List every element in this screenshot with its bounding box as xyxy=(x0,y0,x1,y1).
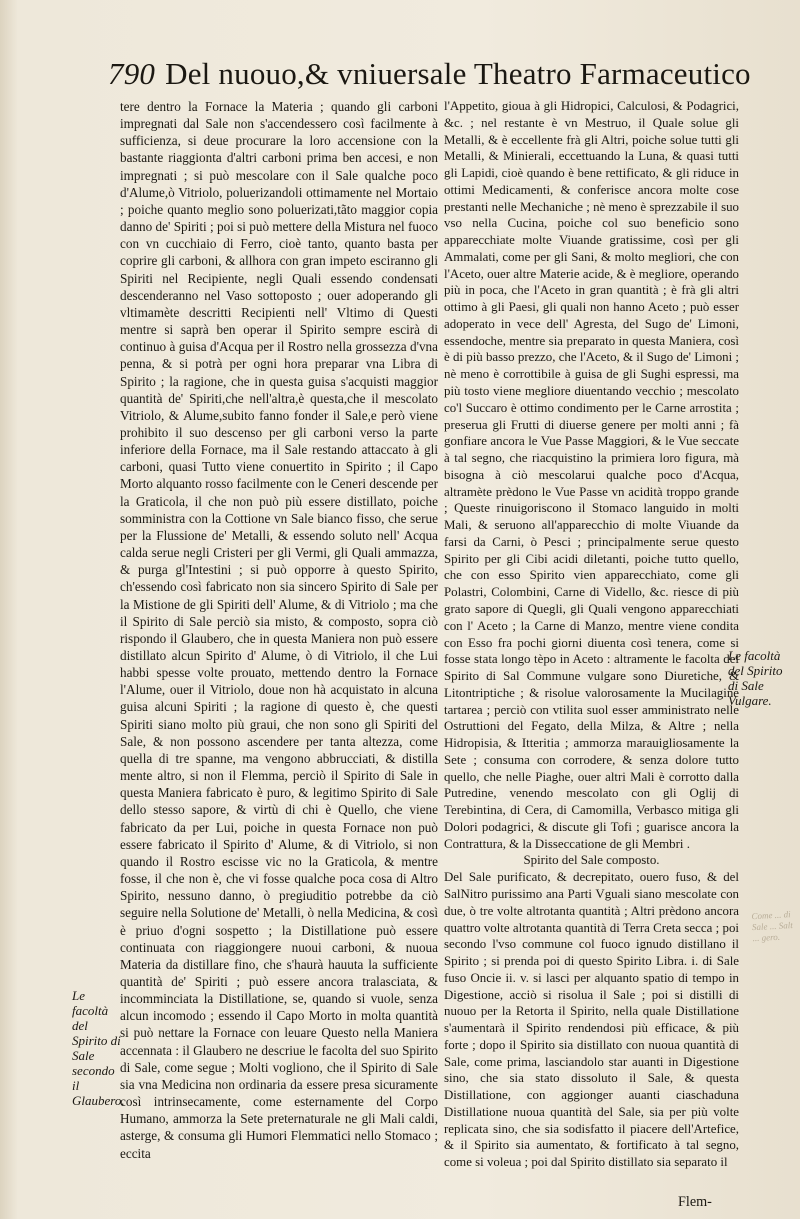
section-subheading: Spirito del Sale composto. xyxy=(523,853,660,868)
left-column xyxy=(120,98,438,1162)
right-column xyxy=(444,98,739,1171)
left-margin-note: Le facoltà del Spirito di Sale secondo il Glaubero. xyxy=(72,988,125,1108)
left-column-text: tere dentro la Fornace la Materia ; quando gli carboni impregnati dal Sale non s'accendessero così facilmente à sufficienza, si deue procurare la loro accensione con la bastante riaggionta d'altri carboni prima ben accesi, e non impregnati ; si può mescolare con il Sale qualche poco d'Alume,ò Vitriolo, poluerizandoli ottimamente nel Mortaio ; poiche quanto meglio sono poluerizati,tãto maggior copia danno de' Spiriti ; poi si può mettere della Mistura nel fuoco con vn cucchiaio di Ferro, cioè tanto, quanto basta per coprire gli carboni, & allhora con gran impeto esciranno gli Spiriti nel Recipiente, negli Quali essendo condensati descenderanno nel Vaso sottoposto ; ouer adoperando gli vltimamète descritti Recipienti nell' Vltimo di Questi mentre si saprà ben operar il Spirito sempre escirà di continuo à guisa d'Acqua per il Rostro nella grossezza d'vna penna, & si potrà per ogni hora preparar vna Libra di Spirito ; la ragione, che in questa guisa s'acquisti maggior quantità de' Spiriti,che nell'altra,è questa,che il mescolato Vitriolo, & Alume,subito fanno fonder il Sale,e però viene prohibito il suo descenso per gli carboni verso la parte inferiore della Fornace, ma il Sale restando attaccato à gli carboni, quasi Tutto viene conuertito in Spirito ; il Capo Morto alquanto rosso facilmente con le Ceneri descende per la Graticola, il che non può più essere distillato, poiche somministra con la Cottione vn Sale bianco fisso, che serue per la Flussione de' Metalli, & essendo soluto nell' Acqua calda serue negli Cristeri per gli Vermi, gli Quali ammazza, & purga gl'Intestini ; si può opporre à questo Spirito, ch'essendo così fabricato non sia sincero Spirito di Sale per la Mistione de gli Spiriti dell' Alume, & di Vitriolo ; ma che il Spirito di Sale perciò sia misto, & composto, sopra ciò rispondo il Glaubero, che in questa Maniera non può essere distillato alcun Spirito d' Alume, ò di Vitriolo, il che Lui habbi spesse volte prouato, mettendo dentro la Fornace l'Alume, ouer il Vitriolo, doue non hà acquistato in alcuna guisa alcuni Spiriti ; la ragione di questo è, che questi Spiriti siano molto più graui, che non sono gli Spiriti del Sale, & non possono ascendere per tanta altezza, come quella di tre spanne, ma vengono abbrucciati, & distilla mente altro, si non il Flemma, perciò il Spirito di Sale in questa Maniera fabricato è puro, & legitimo Spirito di Sale dello stesso sapore, & virtù di chi è Quello, che viene fabricato da per Lui, poiche in questa Fornace non può essere fabricato il Spirito d' Alume, & di Vitriolo, si non quando il Rostro escisse vic no la Graticola, & mentre fosse, il che non è, che vi fosse qualche poca cosa di Altro Spirito, nessuno danno, ò pregiuditio potrebbe da ciò seguire nella Solutione de' Metalli, ò nella Medicina, & così è priuo d'ogni sospetto ; la Distillatione può essere continuata con riaggiongere nuoui carboni, & nuoua Materia da distillare fino, che s'haurà hauuta la sufficiente quantità de' Spiriti ; può essere ancora tralasciata, & incomminciata la Distillatione, se, quando si vuole, senza alcun incomodo ; essendo il Capo Morto in molta quantità si può nettare la Fornace con leuare Questo nella Maniera accennata : il Glaubero ne descriue le facolta del suo Spirito di Sale, come segue ; Molti vogliono, che il Spirito di Sale sia vna Medicina non ordinaria da essere presa sicuramente così intrinsecamente, come esternamente del Corpo Humano, ammorza la Sete preternaturale ne gli Mali caldi, asterge, & consuma gli Humori Flemmatici nello Stomaco ; eccita xyxy=(120,99,438,1161)
right-column-paragraph-1: l'Appetito, gioua à gli Hidropici, Calculosi, & Podagrici, &c. ; nel restante è vn Mestruo, il Quale solue gli Metalli, & è eccellente frà gli Altri, poiche solue tutti gli Metalli, & Minierali, eccettuando la Luna, & quasi tutti gli Lapidi, cioè quando è bene rettificato, & gli riduce in ottimi Medicamenti, & conferisce ancora molte cose prestanti nelle Mechaniche ; nè meno è sprezzabile il suo vso nella Cucina, poiche col suo beneficio sono apparecchiate molte Viuande gratissime, così per gli Ammalati, come per gli Sani, & molto megliori, che con l'Aceto, ouer altre Materie acide, & è megliore, operando più in poca, che l'Aceto in gran quantità ; è frà gli altri ottimo à gli Paesi, gli quali non hanno Aceto ; può esser adoperato in vece dell' Agresta, del Sugo de' Limoni, essendoche, mentre sia preparato in questa Maniera, così è di più basso prezzo, che l'Aceto, & il Sugo de' Limoni ; nè meno è corrottibile à guisa de gli Sughi espressi, ma più tosto viene megliore diuentando vecchio ; mescolato co'l Succaro è ottimo condimento per le Carne arrostita ; preserua gli Frutti di diuerse genere per molti anni ; fà gonfiare ancora le Vue Passe Maggiori, & le Vue seccate à tal segno, che riacquistino la primiera loro figura, mà bisogna à ciò mescolarui qualche poco d'Acqua, altramète prèdono le Vue Passe vn acidità troppo grande ; Queste rinuigoriscono il Stomaco languido in molti Mali, & seruono all'apparecchio di molte Viuande da farsi da Carni, ò Pesci ; principalmente serue questo Spirito per gli Cibi acidi diletanti, poiche tutto quello, che con esso Spirito vien apparecchiato, come gli Polastri, Colombini, Carne di Vidello, &c. riesce di più grato sapore di Quegli, gli Quali vengono apparecchiati con l' Aceto ; la Carne di Manzo, mentre viene condita con Esso fra pochi giorni diuenta così tenera, come si fosse stata longo tèpo in Aceto : altramente le facolta del Spirito di Sal Commune vulgare sono Diuretiche, & Litontriptiche ; & risolue valorosamente la Mucilagine tartarea ; perciò con vtilita suol esser amministrato nelle Ostruttioni del Fegato, della Milza, & Altre ; nella Hidropisia, & Itteritia ; ammorza marauigliosamente la Sete ; consuma con corrodere, & senza dolore tutto quello, che nelle Piaghe, ouer altri Mali è corrotto dalla Putredine, venendo mescolato con gli Oglij di Terebintina, di Cera, di Camomilla, Verbasco mitiga gli Dolori podagrici, & discute gli Tofi ; guarisce ancora la Contrattura, & la Disseccatione de gli Membri . xyxy=(444,99,739,851)
catchword: Flem- xyxy=(678,1194,712,1210)
right-column-paragraph-2: Del Sale purificato, & decrepitato, ouero fuso, & del SalNitro purissimo ana Parti Vguali siano mescolate con due, ò tre volte altrotanta quantità ; Altri prèdono ancora quattro volte altrotanta quantità di Terra Creta secca ; poi secondo l'vso commune col fuoco ignudo distillano il Spirito ; si prenda poi di questo Spirito Libra. i. di Sale fuso Oncie ii. v. si lasci per alquanto spatio di tempo in Digestione, acciò si risolua il Sale ; poi si distilli di nuouo per la Retorta il Spirito, nella quale Distillatione s'aumentarà il Spirito rendendosi più efficace, & più forte ; dopo il Spirito sia distillato con nuoua quantità di Sale, come prima, lasciandolo star auanti in Digestione sino, che sia stato dissoluto il Sale, & questa Distillatione, con aggionger auanti ciaschaduna Distillatione nuoua quantità del Sale, sia per più volte replicata sino, che sia sodisfatto il piacere dell'Artefice, & il Spirito sia aumentato, & fortificato à tal segno, come si voleua ; poi dal Spirito distillato sia separato il xyxy=(444,870,739,1170)
page-number: 790 xyxy=(108,56,156,91)
right-margin-note: Le facoltà del Spirito di Sale Vulgare. xyxy=(728,648,783,708)
bleed-through-text: Come ... di Sale ... Salt ... gero. xyxy=(751,909,793,944)
running-header xyxy=(108,50,751,98)
running-title: Del nuouo,& vniuersale Theatro Farmaceutico xyxy=(165,56,751,91)
